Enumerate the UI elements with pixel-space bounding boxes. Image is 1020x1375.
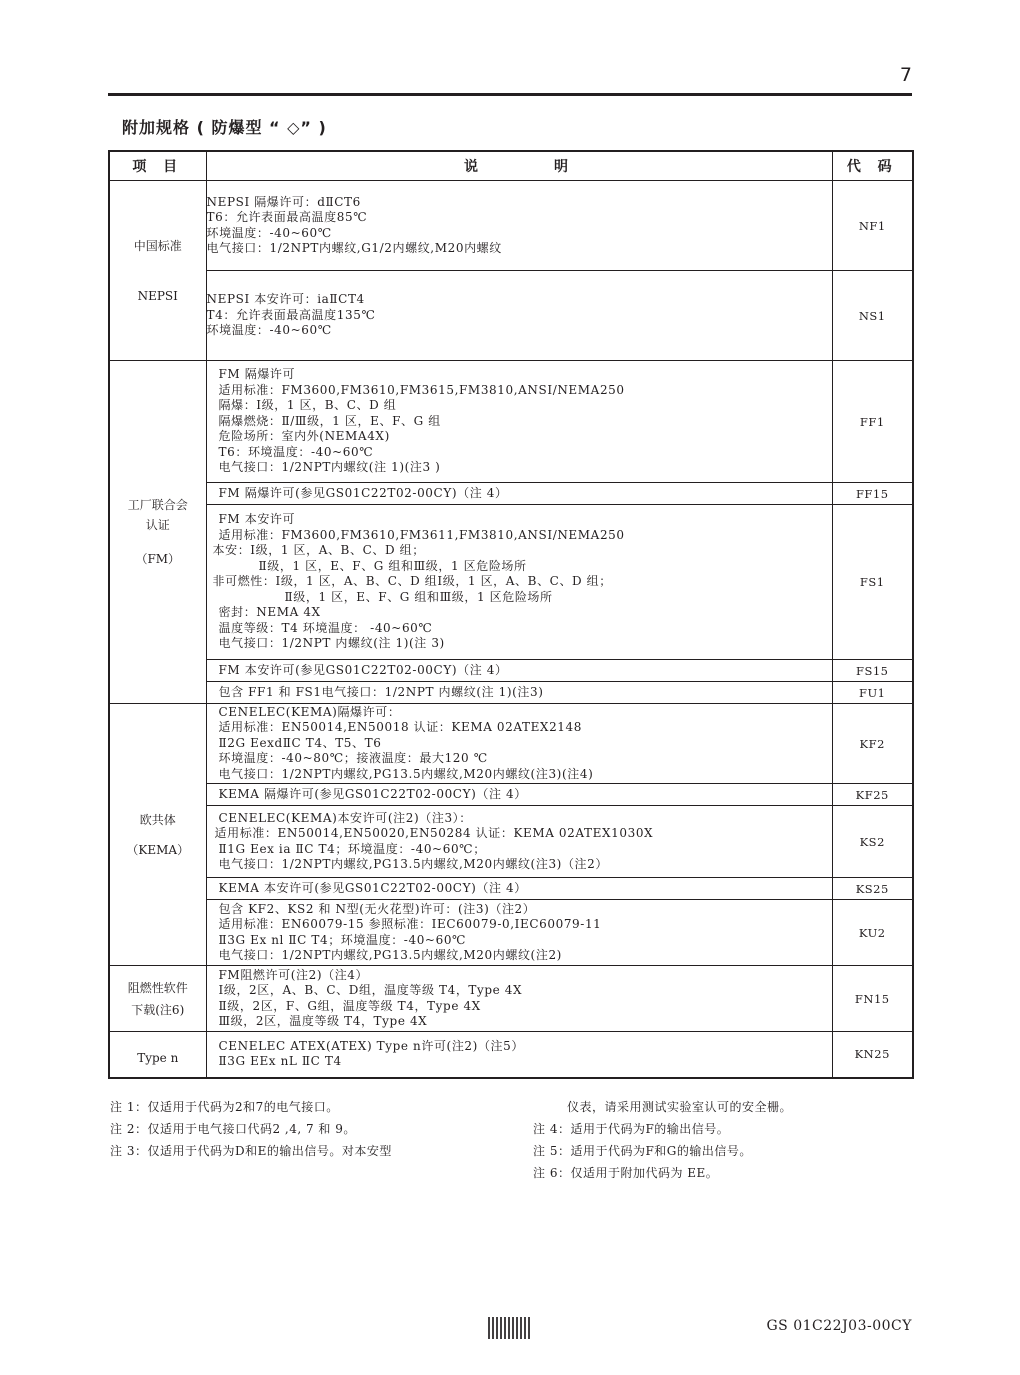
header-desc-b: 明 [554, 159, 574, 175]
desc-line: Ⅰ级，2区，A、B、C、D组，温度等级 T4，Type 4X [218, 983, 523, 997]
table-row [109, 483, 913, 505]
desc-line: 隔爆：Ⅰ级，1 区，B、C、D 组 [218, 398, 397, 413]
desc-line: Ⅱ1G Eex ia ⅡC T4；环境温度：-40~60℃； [218, 841, 486, 856]
group-label-fn [109, 966, 206, 1032]
row-code-kn25: KN25 [832, 1032, 913, 1078]
desc-line: 环境温度：-40~80℃；接液温度：最大120 ℃ [218, 751, 488, 766]
desc-line: 包含 KF2、KS2 和 N型(无火花型)许可：(注3)（注2） [218, 901, 536, 916]
table-row [109, 505, 913, 660]
desc-line: FM 本安许可(参见GS01C22T02-00CY)（注 4） [218, 662, 508, 677]
page-number: 7 [899, 64, 912, 86]
row-code-nf1: NF1 [832, 181, 913, 271]
desc-line: FM 隔爆许可 [218, 367, 296, 382]
note-line: 注 4：适用于代码为F的输出信号。 [533, 1122, 730, 1136]
desc-line: 适用标准：EN50014,EN50020,EN50284 认证：KEMA 02ATEX1030X [214, 826, 654, 840]
desc-line: Ⅱ3G Ex nl ⅡC T4；环境温度：-40~60℃ [218, 932, 467, 947]
note-line: 注 2：仅适用于电气接口代码2 ,4, 7 和 9。 [110, 1122, 356, 1136]
table-row [109, 704, 913, 784]
group-label-line: 认证 [145, 518, 170, 532]
desc-line: Ⅱ级，1 区，E、F、G 组和Ⅲ级，1 区危险场所 [284, 589, 553, 604]
table-row [109, 660, 913, 682]
desc-line: 包含 FF1 和 FS1电气接口：1/2NPT 内螺纹(注 1)(注3) [218, 684, 544, 699]
desc-line: 温度等级：T4 环境温度： -40~60℃ [218, 620, 433, 635]
desc-line: KEMA 本安许可(参见GS01C22T02-00CY)（注 4） [218, 880, 527, 895]
desc-line: Ⅱ级，2区，F、G组，温度等级 T4，Type 4X [218, 998, 481, 1013]
desc-line: 电气接口：1/2NPT内螺纹,PG13.5内螺纹,M20内螺纹(注2) [218, 948, 562, 962]
desc-line: 环境温度：-40~60℃ [206, 323, 332, 338]
desc-line: FM 隔爆许可(参见GS01C22T02-00CY)（注 4） [218, 485, 508, 500]
desc-line: Ⅲ级，2区，温度等级 T4，Type 4X [218, 1014, 428, 1028]
row-code-kf25: KF25 [832, 784, 913, 806]
desc-line: CENELEC(KEMA)本安许可(注2)（注3）： [218, 810, 472, 825]
desc-line: 电气接口：1/2NPT内螺纹,PG13.5内螺纹,M20内螺纹(注3)（注2） [218, 857, 608, 871]
note-line: 注 5：适用于代码为F和G的输出信号。 [533, 1144, 752, 1158]
group-label-line: 阻燃性软件 [127, 980, 188, 995]
row-desc-ks25 [206, 878, 832, 900]
row-code-ks2: KS2 [832, 806, 913, 878]
row-desc-kn25 [206, 1032, 832, 1078]
row-code-ns1: NS1 [832, 271, 913, 361]
desc-line: NEPSI 隔爆许可：dⅡCT6 [206, 194, 361, 209]
group-label-line: NEPSI [137, 288, 178, 303]
row-code-ff15: FF15 [832, 483, 913, 505]
desc-line: 密封：NEMA 4X [218, 605, 321, 620]
desc-line: 危险场所：室内外(NEMA4X) [218, 429, 390, 444]
row-code-ff1: FF1 [832, 361, 913, 483]
document-id: GS 01C22J03-00CY [766, 1318, 912, 1334]
group-label-china [109, 181, 206, 361]
note-line: 注 3：仅适用于代码为D和E的输出信号。对本安型 [110, 1144, 392, 1158]
row-desc-kf2 [206, 704, 832, 784]
table-row [109, 271, 913, 361]
desc-line: 电气接口：1/2NPT 内螺纹(注 1)(注 3) [218, 636, 445, 651]
row-code-fu1: FU1 [832, 682, 913, 704]
desc-line: Ⅱ3G EEx nL ⅡC T4 [218, 1054, 342, 1069]
row-code-fs1: FS1 [832, 505, 913, 660]
desc-line: 电气接口：1/2NPT内螺纹,G1/2内螺纹,M20内螺纹 [206, 241, 502, 255]
desc-line: 适用标准：EN50014,EN50018 认证：KEMA 02ATEX2148 [218, 720, 583, 735]
row-code-fs15: FS15 [832, 660, 913, 682]
desc-line: 电气接口：1/2NPT内螺纹(注 1)(注3 ) [218, 460, 441, 475]
row-desc-ks2 [206, 806, 832, 878]
row-desc-fn15 [206, 966, 832, 1032]
group-label-line: 下载(注6) [131, 1002, 185, 1017]
header-item: 项 目 [109, 151, 206, 181]
table-row [109, 784, 913, 806]
row-desc-fu1 [206, 682, 832, 704]
desc-line: 电气接口：1/2NPT内螺纹,PG13.5内螺纹,M20内螺纹(注3)(注4) [218, 766, 594, 781]
row-desc-ff15 [206, 483, 832, 505]
row-desc-ns1 [206, 271, 832, 361]
desc-line: CENELEC ATEX(ATEX) Type n许可(注2)（注5） [218, 1038, 524, 1053]
row-code-fn15: FN15 [832, 966, 913, 1032]
barcode-icon [488, 1317, 532, 1339]
notes-left [110, 1096, 392, 1162]
top-rule [108, 93, 912, 96]
desc-line: 隔爆燃烧：Ⅱ/Ⅲ级，1 区，E、F、G 组 [218, 413, 441, 428]
group-label-fm [109, 361, 206, 704]
note-line: 注 1：仅适用于代码为2和7的电气接口。 [110, 1100, 339, 1114]
row-desc-fs1 [206, 505, 832, 660]
desc-line: 本安：Ⅰ级，1 区，A、B、C、D 组； [212, 543, 425, 558]
table-row [109, 682, 913, 704]
group-label-line: Type n [137, 1051, 179, 1066]
desc-line: CENELEC(KEMA)隔爆许可： [218, 704, 401, 719]
table-row [109, 878, 913, 900]
table-row [109, 181, 913, 271]
row-code-ku2: KU2 [832, 900, 913, 966]
group-label-line: （KEMA） [126, 842, 190, 857]
header-desc [206, 151, 832, 181]
desc-line: 非可燃性：Ⅰ级，1 区，A、B、C、D 组Ⅰ级，1 区，A、B、C、D 组； [212, 574, 612, 589]
desc-line: KEMA 隔爆许可(参见GS01C22T02-00CY)（注 4） [218, 786, 527, 801]
group-label-kema [109, 704, 206, 966]
table-row [109, 900, 913, 966]
desc-line: 适用标准：EN60079-15 参照标准：IEC60079-0,IEC60079-11 [218, 917, 602, 931]
row-code-ks25: KS25 [832, 878, 913, 900]
desc-line: Ⅱ2G EexdⅡC T4、T5、T6 [218, 735, 382, 750]
desc-line: 环境温度：-40~60℃ [206, 225, 332, 240]
desc-line: 适用标准：FM3600,FM3610,FM3615,FM3810,ANSI/NEMA250 [218, 382, 625, 397]
desc-line: FM阻燃许可(注2)（注4） [218, 967, 369, 982]
group-label-line: 工厂联合会 [127, 498, 188, 512]
group-label-line: 欧共体 [139, 812, 176, 827]
header-code: 代 码 [832, 151, 913, 181]
row-desc-nf1 [206, 181, 832, 271]
desc-line: NEPSI 本安许可：iaⅡCT4 [206, 292, 365, 307]
spec-table [108, 150, 914, 1079]
desc-line: T6：允许表面最高温度85℃ [206, 210, 368, 224]
group-label-typen [109, 1032, 206, 1078]
desc-line: Ⅱ级，1 区，E、F、G 组和Ⅲ级，1 区危险场所 [258, 558, 527, 573]
row-desc-kf25 [206, 784, 832, 806]
table-header-row [109, 151, 913, 181]
table-row [109, 1032, 913, 1078]
row-desc-fs15 [206, 660, 832, 682]
desc-line: FM 本安许可 [218, 512, 296, 527]
desc-line: T6：环境温度：-40~60℃ [218, 444, 374, 459]
group-label-line: 中国标准 [133, 238, 182, 253]
section-title: 附加规格 ( 防爆型 “ ◇” ) [122, 118, 327, 137]
table-row [109, 361, 913, 483]
table-row [109, 806, 913, 878]
row-desc-ff1 [206, 361, 832, 483]
note-line: 仪表，请采用测试实验室认可的安全栅。 [567, 1100, 793, 1114]
header-desc-a: 说 [464, 159, 484, 175]
note-line: 注 6：仅适用于附加代码为 EE。 [533, 1166, 719, 1180]
group-label-line: （FM） [135, 552, 181, 566]
notes-right [533, 1096, 792, 1184]
row-code-kf2: KF2 [832, 704, 913, 784]
table-row [109, 966, 913, 1032]
desc-line: 适用标准：FM3600,FM3610,FM3611,FM3810,ANSI/NEMA250 [218, 527, 625, 542]
row-desc-ku2 [206, 900, 832, 966]
desc-line: T4：允许表面最高温度135℃ [206, 307, 376, 322]
